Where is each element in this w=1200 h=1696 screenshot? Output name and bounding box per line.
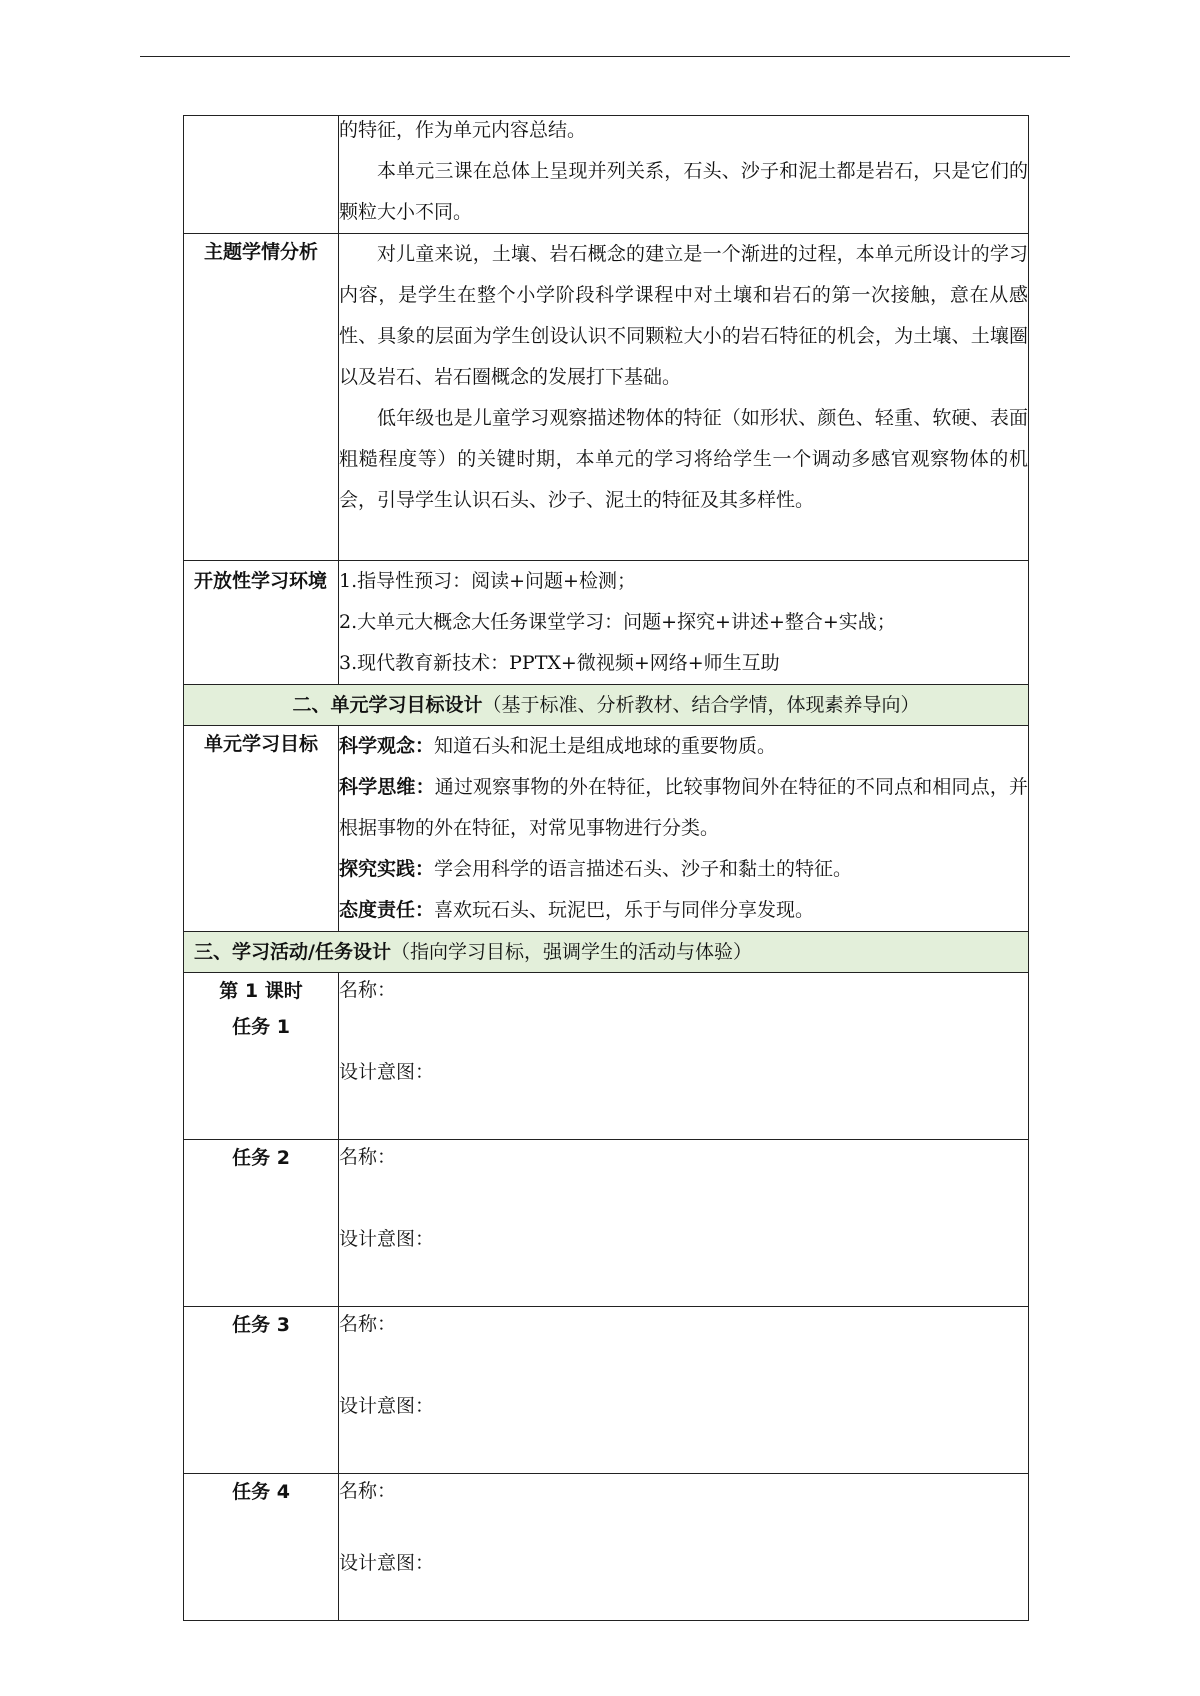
task-label-cell [184,1474,339,1621]
goal-key: 探究实践： [339,858,435,880]
goal-text: 学会用科学的语言描述石头、沙子和黏土的特征。 [434,858,853,880]
task-row [184,1307,1029,1474]
task-label-cell [184,973,339,1140]
task-name-field: 名称： [339,1480,397,1502]
goal-item [339,890,1028,931]
task-label: 任务 2 [232,1147,290,1169]
environment-row [184,561,1029,685]
task-row [184,973,1029,1140]
task-label: 任务 1 [232,1016,290,1038]
task-label: 任务 4 [232,1481,290,1503]
environment-item-2: 2.大单元大概念大任务课堂学习：问题+探究+讲述+整合+实战； [339,611,896,633]
goal-text: 通过观察事物的外在特征，比较事物间外在特征的不同点和相同点，并根据事物的外在特征，对常见事物进行分类。 [339,776,1028,839]
section-2-note: （基于标准、分析教材、结合学情，体现素养导向） [482,694,920,716]
goal-item [339,726,1028,767]
analysis-paragraph-2: 低年级也是儿童学习观察描述物体的特征（如形状、颜色、轻重、软硬、表面粗糙程度等）的关键时期，本单元的学习将给学生一个调动多感官观察物体的机会，引导学生认识石头、沙子、泥土的特征及其多样性。 [339,407,1028,511]
section-3-header-row [184,932,1029,973]
goal-item [339,767,1028,849]
analysis-cell [339,234,1029,561]
section-3-header [184,932,1029,973]
task-name-field: 名称： [339,979,397,1001]
task-intent-field: 设计意图： [339,1552,435,1574]
goal-key: 科学思维： [339,776,435,798]
continuation-cell [339,116,1029,234]
lesson-label: 第 1 课时 [219,980,303,1002]
task-intent-field: 设计意图： [339,1228,435,1250]
continuation-line-2: 本单元三课在总体上呈现并列关系，石头、沙子和泥土都是岩石，只是它们的颗粒大小不同。 [339,160,1028,223]
analysis-paragraph-1: 对儿童来说，土壤、岩石概念的建立是一个渐进的过程，本单元所设计的学习内容，是学生在整个小学阶段科学课程中对土壤和岩石的第一次接触，意在从感性、具象的层面为学生创设认识不同颗粒大小的岩石特征的机会，为土壤、土壤圈以及岩石、岩石圈概念的发展打下基础。 [339,243,1028,388]
task-intent-field: 设计意图： [339,1395,435,1417]
header-rule [140,56,1070,57]
task-content-cell [339,1140,1029,1307]
section-2-header [184,685,1029,726]
task-row [184,1140,1029,1307]
goal-text: 知道石头和泥土是组成地球的重要物质。 [434,735,777,757]
section-2-title: 二、单元学习目标设计 [292,694,483,716]
goals-label: 单元学习目标 [184,726,339,932]
continuation-row [184,116,1029,234]
analysis-label: 主题学情分析 [184,234,339,561]
task-content-cell [339,1474,1029,1621]
environment-cell [339,561,1029,685]
continuation-line-1: 的特征，作为单元内容总结。 [339,119,587,141]
goal-item [339,849,1028,890]
task-name-field: 名称： [339,1146,397,1168]
goals-row [184,726,1029,932]
task-name-field: 名称： [339,1313,397,1335]
unit-design-table [183,115,1029,1621]
empty-label-cell [184,116,339,234]
task-intent-field: 设计意图： [339,1061,435,1083]
section-3-note: （指向学习目标，强调学生的活动与体验） [390,941,752,963]
task-content-cell [339,973,1029,1140]
goal-key: 态度责任： [339,899,435,921]
environment-label-text: 开放性学习环境 [194,570,328,592]
section-2-header-row [184,685,1029,726]
goal-key: 科学观念： [339,735,435,757]
task-label-cell [184,1307,339,1474]
task-label: 任务 3 [232,1314,290,1336]
environment-item-3: 3.现代教育新技术：PPTX+微视频+网络+师生互助 [339,652,780,674]
goals-cell [339,726,1029,932]
task-label-cell [184,1140,339,1307]
environment-item-1: 1.指导性预习：阅读+问题+检测； [339,570,636,592]
section-3-title: 三、学习活动/任务设计 [194,941,391,963]
environment-label [184,561,339,685]
analysis-row [184,234,1029,561]
task-row [184,1474,1029,1621]
task-content-cell [339,1307,1029,1474]
goal-text: 喜欢玩石头、玩泥巴，乐于与同伴分享发现。 [434,899,815,921]
